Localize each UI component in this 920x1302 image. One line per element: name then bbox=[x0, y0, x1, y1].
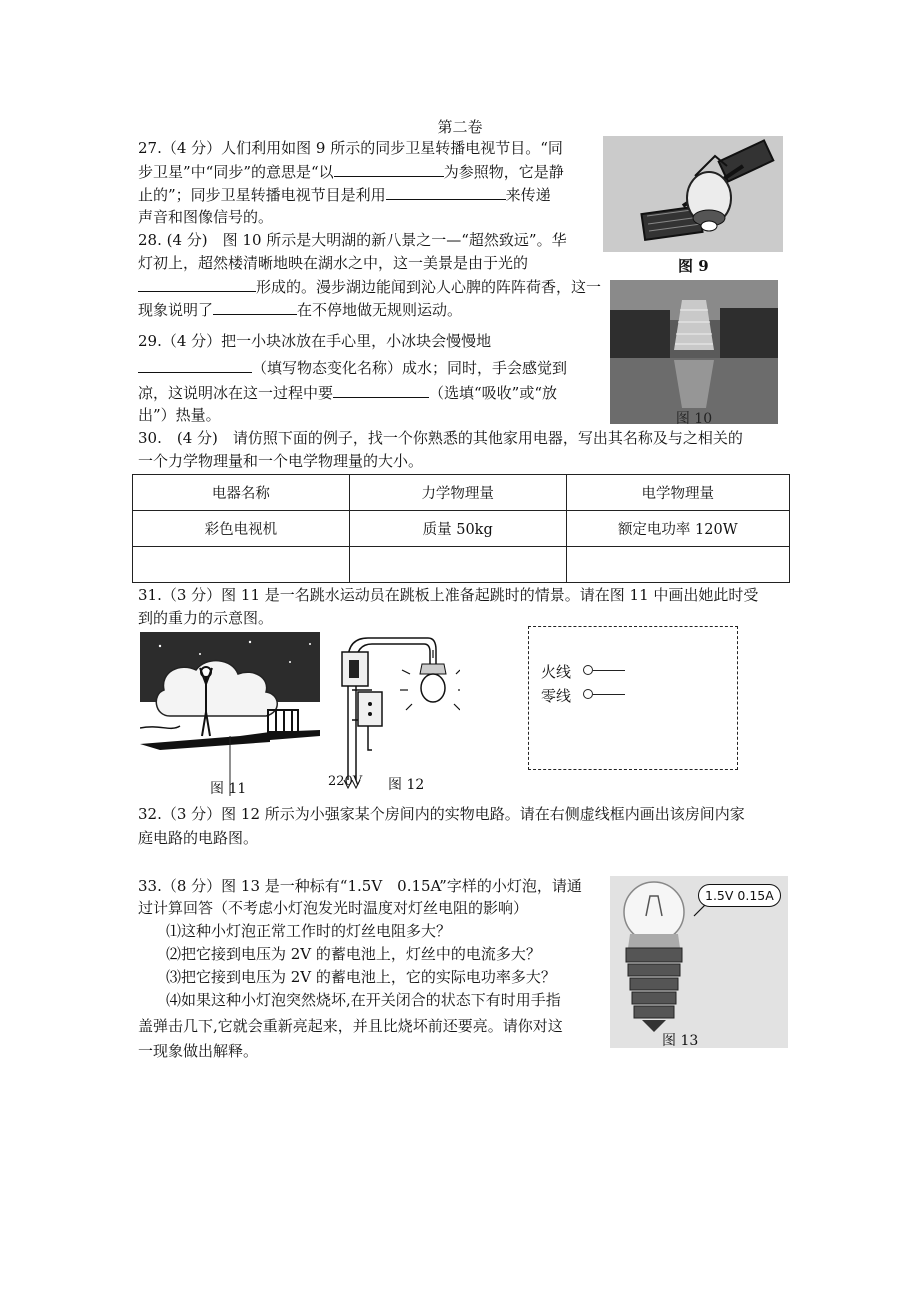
cell-example-appliance: 彩色电视机 bbox=[133, 511, 350, 547]
q28-blank-light[interactable] bbox=[138, 275, 256, 292]
live-wire-line bbox=[593, 670, 625, 671]
q32-line2: 庭电路的电路图。 bbox=[138, 829, 259, 847]
cell-answer-appliance[interactable] bbox=[133, 547, 350, 583]
figure-13-bulb bbox=[610, 876, 788, 1048]
neutral-wire-terminal bbox=[583, 689, 593, 699]
figure-11-caption: 图 11 bbox=[210, 781, 247, 796]
q32-line1: 32.（3 分）图 12 所示为小强家某个房间内的实物电路。请在右侧虚线框内画出该房间内家 bbox=[138, 805, 745, 823]
q30-line2: 一个力学物理量和一个电学物理量的大小。 bbox=[138, 452, 424, 470]
figure-11-diver bbox=[140, 632, 320, 796]
figure-10-lake bbox=[610, 280, 778, 424]
diver-illustration bbox=[140, 632, 320, 796]
cell-answer-mechanical[interactable] bbox=[349, 547, 566, 583]
header-electrical: 电学物理量 bbox=[566, 475, 789, 511]
q33-line2: 过计算回答（不考虑小灯泡发光时温度对灯丝电阻的影响） bbox=[138, 899, 529, 917]
q33-sub4: ⑷如果这种小灯泡突然烧坏,在开关闭合的状态下有时用手指 bbox=[166, 991, 561, 1009]
neutral-wire-label: 零线 bbox=[541, 687, 572, 705]
table-row-answer bbox=[133, 547, 790, 583]
header-mechanical: 力学物理量 bbox=[349, 475, 566, 511]
satellite-illustration bbox=[603, 136, 783, 252]
header-appliance: 电器名称 bbox=[133, 475, 350, 511]
lake-photo bbox=[610, 280, 778, 424]
q27-blank-reference[interactable] bbox=[334, 160, 444, 177]
figure-12-caption: 图 12 bbox=[388, 777, 425, 793]
q29-line3: 凉，这说明冰在这一过程中要 （选填“吸收”或“放 bbox=[138, 381, 557, 404]
q33-sub1: ⑴这种小灯泡正常工作时的灯丝电阻多大？ bbox=[166, 922, 452, 940]
q33-line1: 33.（8 分）图 13 是一种标有“1.5V 0.15A”字样的小灯泡，请通 bbox=[138, 877, 582, 895]
figure-12-voltage-label: 220V bbox=[328, 774, 363, 789]
q29-line2: （填写物态变化名称）成水；同时，手会感觉到 bbox=[138, 356, 567, 379]
q31-line2: 到的重力的示意图。 bbox=[138, 609, 274, 627]
q28-line2: 灯初上，超然楼清晰地映在湖水之中，这一美景是由于光的 bbox=[138, 254, 529, 272]
section-title: 第二卷 bbox=[437, 118, 483, 136]
q27-line4: 声音和图像信号的。 bbox=[138, 208, 274, 226]
q28-line1: 28. (4 分) 图 10 所示是大明湖的新八景之一—“超然致远”。华 bbox=[138, 231, 567, 249]
q31-line1: 31.（3 分）图 11 是一名跳水运动员在跳板上准备起跳时的情景。请在图 11 中画出她此时受 bbox=[138, 586, 759, 604]
q33-sub2: ⑵把它接到电压为 2V 的蓄电池上，灯丝中的电流多大？ bbox=[166, 945, 541, 963]
figure-13-caption: 图 13 bbox=[662, 1033, 699, 1048]
figure-9-satellite bbox=[603, 136, 783, 252]
q27-line1: 27.（4 分）人们利用如图 9 所示的同步卫星转播电视节目。“同 bbox=[138, 139, 563, 157]
q29-line1: 29.（4 分）把一小块冰放在手心里，小冰块会慢慢地 bbox=[138, 332, 492, 350]
q27-line2: 步卫星”中“同步”的意思是“以 为参照物，它是静 bbox=[138, 160, 564, 183]
q29-line4: 出”）热量。 bbox=[138, 406, 221, 424]
live-wire-label: 火线 bbox=[541, 663, 572, 681]
cell-example-mechanical: 质量 50kg bbox=[349, 511, 566, 547]
table-header-row bbox=[133, 475, 790, 511]
bulb-rating-label: 1.5V 0.15A bbox=[698, 884, 781, 907]
neutral-wire-line bbox=[593, 694, 625, 695]
figure-10-caption: 图 10 bbox=[675, 411, 713, 424]
q33-sub4-cont2: 一现象做出解释。 bbox=[138, 1042, 259, 1060]
cell-example-electrical: 额定电功率 120W bbox=[566, 511, 789, 547]
q29-blank-state-change[interactable] bbox=[138, 356, 252, 373]
q29-blank-heat[interactable] bbox=[333, 381, 429, 398]
live-wire-terminal bbox=[583, 665, 593, 675]
q30-table bbox=[132, 474, 790, 583]
q30-line1: 30. (4 分) 请仿照下面的例子，找一个你熟悉的其他家用电器，写出其名称及与之相关的 bbox=[138, 429, 743, 447]
circuit-answer-box[interactable] bbox=[528, 626, 738, 770]
q33-sub4-cont1: 盖弹击几下,它就会重新亮起来，并且比烧坏前还要亮。请你对这 bbox=[138, 1017, 563, 1035]
q27-blank-signal[interactable] bbox=[386, 183, 506, 200]
figure-9-caption: 图 9 bbox=[678, 257, 709, 275]
real-circuit-illustration bbox=[328, 630, 460, 796]
q28-blank-molecules[interactable] bbox=[213, 298, 297, 315]
q28-line4: 现象说明了 在不停地做无规则运动。 bbox=[138, 298, 462, 321]
table-row bbox=[133, 511, 790, 547]
q33-sub3: ⑶把它接到电压为 2V 的蓄电池上，它的实际电功率多大？ bbox=[166, 968, 556, 986]
figure-12-circuit bbox=[328, 630, 460, 796]
cell-answer-electrical[interactable] bbox=[566, 547, 789, 583]
q27-line3: 止的”；同步卫星转播电视节目是利用 来传递 bbox=[138, 183, 551, 206]
q28-line3: 形成的。漫步湖边能闻到沁人心脾的阵阵荷香，这一 bbox=[138, 275, 601, 298]
